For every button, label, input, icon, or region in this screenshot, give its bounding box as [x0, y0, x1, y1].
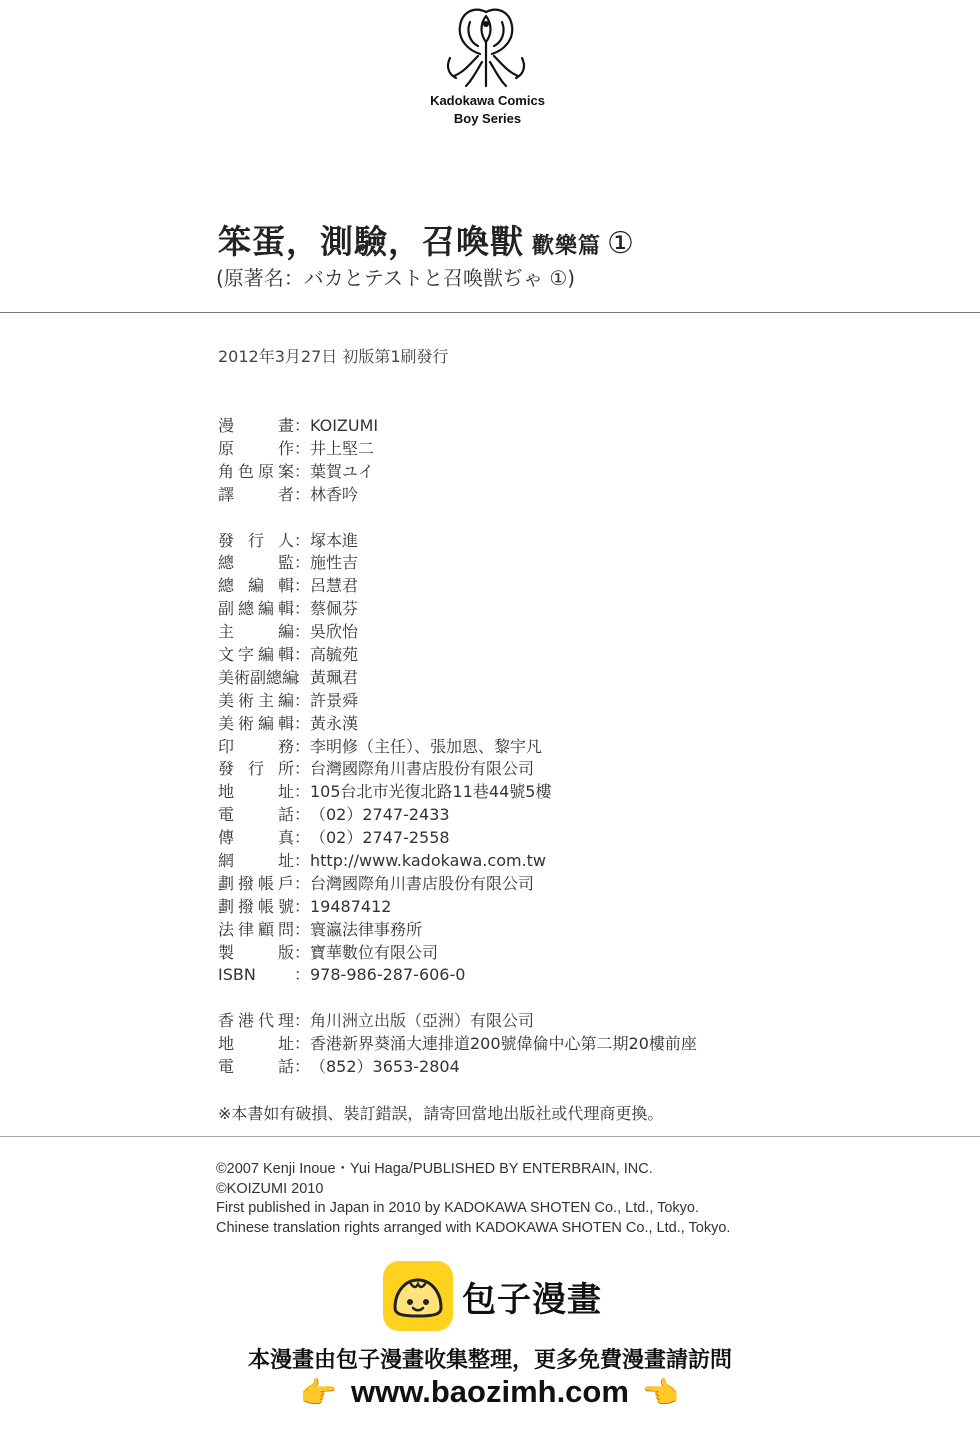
divider — [0, 312, 980, 313]
colon-separator: ： — [294, 438, 311, 458]
credit-row — [218, 804, 938, 827]
divider — [0, 1136, 980, 1137]
colon-separator: ： — [294, 736, 311, 756]
credit-label: 發行人 — [218, 530, 294, 550]
colon-separator: ： — [294, 896, 311, 916]
colon-separator: ： — [294, 484, 311, 504]
copyright-line: Chinese translation rights arranged with KADOKAWA SHOTEN Co., Ltd., Tokyo. — [216, 1219, 731, 1236]
colophon-credits — [218, 415, 938, 1079]
credit-label: 美術副總編 — [218, 667, 299, 687]
credit-label: 總編輯 — [218, 576, 294, 596]
colon-separator: ： — [294, 690, 311, 710]
series-name-line2: Boy Series — [453, 111, 522, 126]
credit-row — [218, 713, 938, 736]
credit-row — [218, 690, 938, 713]
credit-label: 發行所 — [218, 759, 294, 779]
credit-label: 劃撥帳號 — [218, 896, 294, 916]
credit-label: 印務 — [218, 736, 294, 756]
credit-row — [218, 644, 938, 667]
credit-row — [218, 964, 938, 987]
credit-label: 美術主編 — [218, 690, 294, 710]
credit-label: 副總編輯 — [218, 599, 294, 619]
credit-value: 葉賀ユイ — [310, 461, 375, 481]
credit-value: （02）2747-2433 — [310, 805, 450, 825]
credit-row — [218, 736, 938, 759]
credit-label: 漫畫 — [218, 416, 294, 435]
credit-value: 蔡佩芬 — [310, 599, 359, 619]
credit-label: 法律顧問 — [218, 919, 294, 939]
credit-row — [218, 827, 938, 850]
original-title: (原著名：バカとテストと召喚獣ぢゃ ①) — [216, 266, 576, 290]
colon-separator: ： — [294, 599, 311, 619]
credit-row — [218, 1033, 938, 1056]
credit-value: 105台北市光復北路11巷44號5樓 — [310, 782, 552, 802]
colon-separator: ： — [294, 828, 311, 848]
credit-row — [218, 667, 938, 690]
copyright-block — [216, 1160, 916, 1238]
pointing-hand-right-icon: 👉 — [299, 1377, 338, 1411]
credit-row — [218, 781, 938, 804]
credit-label: 地址 — [218, 1034, 294, 1054]
colon-separator: ： — [294, 1034, 311, 1054]
colon-separator: ： — [294, 1057, 311, 1077]
credit-row — [218, 1056, 938, 1079]
credit-row — [218, 530, 938, 553]
book-title-sub: 歡樂篇 — [532, 234, 602, 259]
credit-value: 角川洲立出版（亞洲）有限公司 — [310, 1011, 535, 1031]
watermark-notice: 本漫畫由包子漫畫收集整理，更多免費漫畫請訪問 — [247, 1348, 732, 1373]
credit-row — [218, 438, 938, 461]
colon-separator: ： — [294, 965, 311, 985]
colon-separator: ： — [294, 645, 311, 665]
credit-label: 譯者 — [218, 484, 294, 504]
pointing-hand-left-icon: 👉 — [642, 1377, 681, 1411]
credits-group-staff — [218, 415, 938, 507]
credit-value: 寶華數位有限公司 — [310, 942, 439, 962]
credit-value: 李明修（主任）、張加恩、黎宇凡 — [310, 736, 543, 756]
credit-label: 香港代理 — [218, 1011, 294, 1031]
credit-row — [218, 415, 938, 438]
colon-separator: ： — [294, 942, 311, 962]
credit-row — [218, 575, 938, 598]
credit-label: 劃撥帳戶 — [218, 873, 294, 893]
watermark-url[interactable]: www.baozimh.com — [351, 1374, 629, 1409]
credit-value: 19487412 — [310, 896, 392, 916]
colon-separator: ： — [294, 416, 311, 435]
credit-value: 香港新界葵涌大連排道200號偉倫中心第二期20樓前座 — [310, 1034, 697, 1054]
credit-row — [218, 621, 938, 644]
credit-value: 978-986-287-606-0 — [310, 965, 466, 985]
colon-separator: ： — [294, 919, 311, 939]
credit-label: 傳真 — [218, 828, 294, 848]
credit-row — [218, 758, 938, 781]
credit-value: 黃永漢 — [310, 713, 359, 733]
credit-value: 台灣國際角川書店股份有限公司 — [310, 873, 535, 893]
credit-value: 吳欣怡 — [310, 622, 359, 642]
series-name-line1: Kadokawa Comics — [430, 93, 545, 108]
credit-label: 地址 — [218, 782, 294, 802]
volume-number: ① — [607, 226, 635, 261]
colon-separator: ： — [294, 576, 311, 596]
credit-row — [218, 1010, 938, 1033]
book-title-main: 笨蛋，測驗，召喚獸 — [218, 222, 524, 261]
colon-separator: ： — [294, 461, 311, 481]
watermark-site-name: 包子漫畫 — [462, 1280, 602, 1320]
credit-value: 井上堅二 — [310, 438, 375, 458]
credit-value: 寰瀛法律事務所 — [310, 919, 423, 939]
credit-value: 許景舜 — [310, 690, 359, 710]
credit-row — [218, 484, 938, 507]
book-title — [218, 216, 635, 263]
credit-value: 林香吟 — [310, 484, 359, 504]
credit-row — [218, 850, 938, 873]
credit-label: 電話 — [218, 805, 294, 825]
credit-label: 網址 — [218, 851, 294, 871]
credit-value: 台灣國際角川書店股份有限公司 — [310, 759, 535, 779]
colon-separator: ： — [294, 553, 311, 573]
credits-group-hongkong — [218, 1010, 938, 1079]
colon-separator: ： — [294, 667, 311, 687]
copyright-line: First published in Japan in 2010 by KADOKAWA SHOTEN Co., Ltd., Tokyo. — [216, 1200, 700, 1216]
credit-value: 呂慧君 — [310, 576, 359, 596]
credit-value: 塚本進 — [310, 530, 359, 550]
baozi-logo-icon — [383, 1261, 453, 1331]
colon-separator: ： — [294, 782, 311, 802]
phoenix-emblem-icon — [440, 2, 532, 90]
credit-label: 文字編輯 — [218, 645, 294, 665]
watermark-url-row — [0, 1374, 980, 1411]
credit-value: KOIZUMI — [310, 416, 379, 435]
colon-separator: ： — [294, 530, 311, 550]
colon-separator: ： — [294, 622, 311, 642]
publish-date: 2012年3月27日 初版第1刷發行 — [218, 347, 449, 366]
colon-separator: ： — [294, 873, 311, 893]
colon-separator: ： — [294, 1011, 311, 1031]
credit-row — [218, 873, 938, 896]
credit-row — [218, 461, 938, 484]
credit-value: 高毓苑 — [310, 645, 359, 665]
copyright-line: ©2007 Kenji Inoue・Yui Haga/PUBLISHED BY ENTERBRAIN, INC. — [216, 1161, 653, 1177]
colon-separator: ： — [294, 713, 311, 733]
credit-row — [218, 896, 938, 919]
copyright-line: ©KOIZUMI 2010 — [216, 1180, 324, 1197]
colon-separator: ： — [294, 851, 311, 871]
credit-row — [218, 919, 938, 942]
credit-label: ISBN — [218, 965, 256, 985]
credit-row — [218, 942, 938, 965]
credit-value: （852）3653-2804 — [310, 1057, 460, 1077]
credit-value: 黃珮君 — [310, 667, 359, 687]
credit-label: 美術編輯 — [218, 713, 294, 733]
credit-value: （02）2747-2558 — [310, 828, 450, 848]
credit-value: 施性吉 — [310, 553, 359, 573]
credit-label: 總監 — [218, 553, 294, 573]
credit-row — [218, 552, 938, 575]
credit-label: 角色原案 — [218, 461, 294, 481]
colon-separator: ： — [294, 805, 311, 825]
credit-value: http://www.kadokawa.com.tw — [310, 851, 547, 871]
credit-row — [218, 598, 938, 621]
credit-label: 電話 — [218, 1057, 294, 1077]
credit-label: 製版 — [218, 942, 294, 962]
colon-separator: ： — [294, 759, 311, 779]
return-policy-note: ※本書如有破損、裝訂錯誤，請寄回當地出版社或代理商更換。 — [218, 1104, 664, 1123]
credits-group-publisher — [218, 530, 938, 988]
credit-label: 主編 — [218, 622, 294, 642]
credit-label: 原作 — [218, 438, 294, 458]
